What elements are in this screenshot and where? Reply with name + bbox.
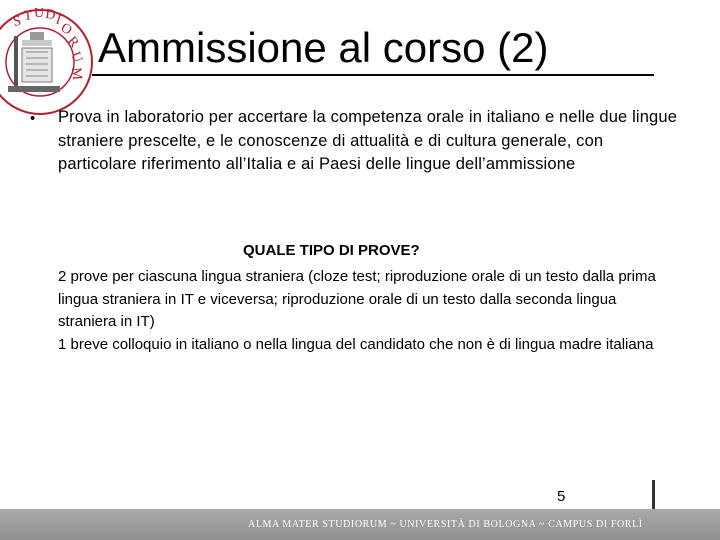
paragraph-tests: 2 prove per ciascuna lingua straniera (cloze test; riproduzione orale di un testo dalla prima lingua straniera in IT e viceversa; riproduzione orale di un testo dalla seconda lingua straniera in IT)	[58, 268, 656, 330]
paragraph-interview: 1 breve colloquio in italiano o nella lingua del candidato che non è di lingua madre italiana	[58, 335, 654, 353]
bullet-text: Prova in laboratorio per accertare la competenza orale in italiano e nelle due lingue straniere prescelte, e le conoscenze di attualità e di cultura generale, con particolare riferimento all’Italia e ai Paesi delle lingue dell’ammissione	[58, 108, 678, 173]
svg-text:O: O	[58, 20, 75, 39]
svg-text:U: U	[67, 49, 85, 65]
svg-text:D: D	[44, 7, 57, 24]
svg-text:M: M	[68, 66, 85, 81]
body-text	[58, 266, 678, 356]
svg-text:T: T	[23, 8, 33, 24]
footer-band	[0, 509, 720, 540]
university-seal-logo	[0, 0, 85, 100]
bullet-marker: •	[30, 110, 36, 127]
footer-text: ALMA MATER STUDIORUM ~ UNIVERSITÀ DI BOLOGNA ~ CAMPUS DI FORLÌ	[248, 519, 643, 530]
page-number: 5	[557, 488, 566, 505]
slide-title: Ammissione al corso (2)	[98, 24, 549, 71]
svg-text:I: I	[53, 12, 63, 29]
section-heading: QUALE TIPO DI PROVE?	[243, 242, 420, 259]
title-underline	[92, 74, 654, 76]
svg-text:S: S	[12, 13, 23, 30]
svg-text:U: U	[34, 6, 45, 21]
svg-text:R: R	[63, 33, 82, 51]
